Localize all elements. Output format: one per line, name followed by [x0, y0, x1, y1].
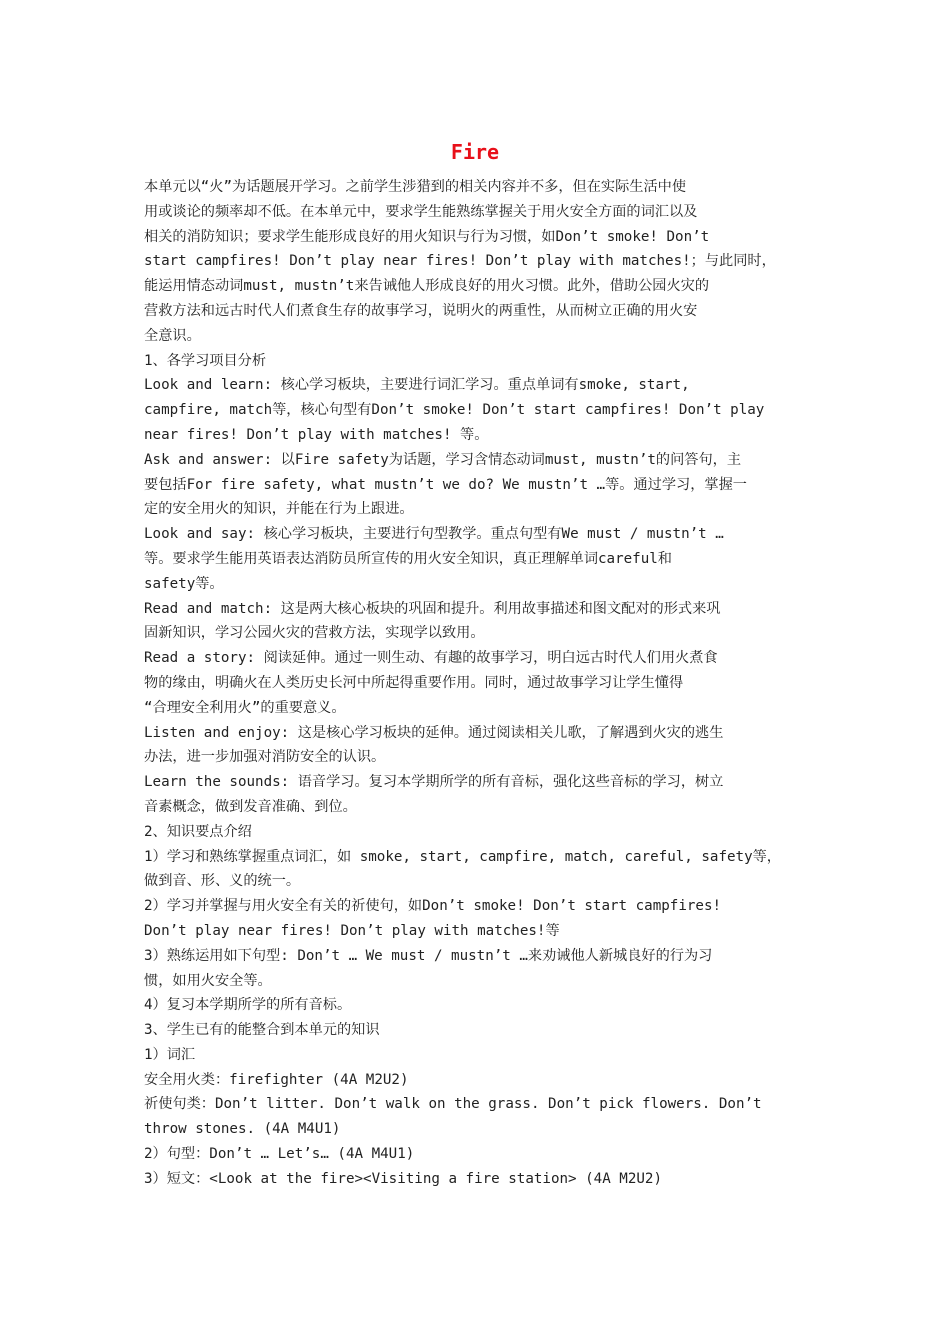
- body-text-line: 1）词汇: [144, 1046, 196, 1063]
- body-text-line: 办法，进一步加强对消防安全的认识。: [144, 749, 386, 766]
- body-text-line: 等。要求学生能用英语表达消防员所宣传的用火安全知识，真正理解单词careful和: [144, 550, 672, 567]
- body-text-line: start campfires! Don’t play near fires! Don’t play with matches!；与此同时，: [144, 253, 776, 270]
- document-body: [144, 175, 810, 1192]
- body-text-line: 3）熟练运用如下句型: Don’t … We must / mustn’t …来劝诫他人新城良好的行为习: [144, 947, 713, 964]
- body-text-line: 用或谈论的频率却不低。在本单元中，要求学生能熟练掌握关于用火安全方面的词汇以及: [144, 203, 698, 220]
- document-title: Fire: [450, 140, 500, 164]
- body-text-line: 相关的消防知识；要求学生能形成良好的用火知识与行为习惯，如Don’t smoke! Don’t: [144, 228, 710, 245]
- body-text-line: 1、各学习项目分析: [144, 352, 267, 369]
- body-text-line: Read a story: 阅读延伸。通过一则生动、有趣的故事学习，明白远古时代人们用火煮食: [144, 650, 718, 667]
- body-text-line: Ask and answer: 以Fire safety为话题，学习含情态动词must, mustn’t的问答句，主: [144, 451, 742, 468]
- body-text-line: 1）学习和熟练掌握重点词汇，如 smoke, start, campfire, match, careful, safety等，: [144, 848, 781, 865]
- body-text-line: 本单元以“火”为话题展开学习。之前学生涉猎到的相关内容并不多，但在实际生活中使: [144, 179, 687, 195]
- body-text-line: 惯，如用火安全等。: [144, 972, 272, 989]
- body-text-line: 做到音、形、义的统一。: [144, 873, 301, 890]
- body-text-line: Learn the sounds: 语音学习。复习本学期所学的所有音标，强化这些音标的学习，树立: [144, 774, 724, 791]
- body-text-line: 2）学习并掌握与用火安全有关的祈使句，如Don’t smoke! Don’t start campfires!: [144, 898, 722, 915]
- body-text-line: 定的安全用火的知识，并能在行为上跟进。: [144, 501, 414, 518]
- body-text-line: 3、学生已有的能整合到本单元的知识: [144, 1022, 380, 1039]
- body-text-line: 3）短文：<Look at the fire><Visiting a fire station> (4A M2U2): [144, 1170, 662, 1187]
- body-text-line: near fires! Don’t play with matches! 等。: [144, 426, 489, 443]
- body-text-line: 营救方法和远古时代人们煮食生存的故事学习，说明火的两重性，从而树立正确的用火安: [144, 302, 698, 319]
- body-text-line: Listen and enjoy: 这是核心学习板块的延伸。通过阅读相关儿歌，了解遇到火灾的逃生: [144, 724, 724, 741]
- body-text-line: Look and say: 核心学习板块，主要进行句型教学。重点句型有We must / mustn’t …: [144, 526, 724, 543]
- body-text-line: Read and match: 这是两大核心板块的巩固和提升。利用故事描述和图文配对的形式来巩: [144, 600, 721, 617]
- body-text-line: 物的缘由，明确火在人类历史长河中所起得重要作用。同时，通过故事学习让学生懂得: [144, 674, 684, 691]
- body-text-line: Don’t play near fires! Don’t play with matches!等: [144, 922, 560, 939]
- body-text-line: “合理安全利用火”的重要意义。: [144, 699, 346, 716]
- body-text-line: 2）句型：Don’t … Let’s… (4A M4U1): [144, 1146, 415, 1163]
- body-text-line: 全意识。: [144, 327, 201, 344]
- body-text-line: 要包括For fire safety, what mustn’t we do? We mustn’t …等。通过学习，掌握一: [144, 476, 747, 493]
- body-text-line: Look and learn: 核心学习板块，主要进行词汇学习。重点单词有smoke, start,: [144, 377, 690, 394]
- body-text-line: 祈使句类：Don’t litter. Don’t walk on the grass. Don’t pick flowers. Don’t: [144, 1096, 762, 1113]
- body-text-line: 安全用火类：firefighter (4A M2U2): [144, 1071, 409, 1088]
- body-text-line: safety等。: [144, 575, 224, 592]
- body-text-line: 能运用情态动词must, mustn’t来告诫他人形成良好的用火习惯。此外，借助公园火灾的: [144, 278, 710, 295]
- body-text-line: campfire, match等，核心句型有Don’t smoke! Don’t start campfires! Don’t play: [144, 402, 765, 419]
- body-text-line: 固新知识，学习公园火灾的营救方法，实现学以致用。: [144, 625, 485, 642]
- body-text-line: throw stones. (4A M4U1): [144, 1121, 341, 1138]
- body-text-line: 2、知识要点介绍: [144, 823, 252, 840]
- body-text-line: 4）复习本学期所学的所有音标。: [144, 997, 352, 1014]
- body-text-line: 音素概念，做到发音准确、到位。: [144, 798, 357, 815]
